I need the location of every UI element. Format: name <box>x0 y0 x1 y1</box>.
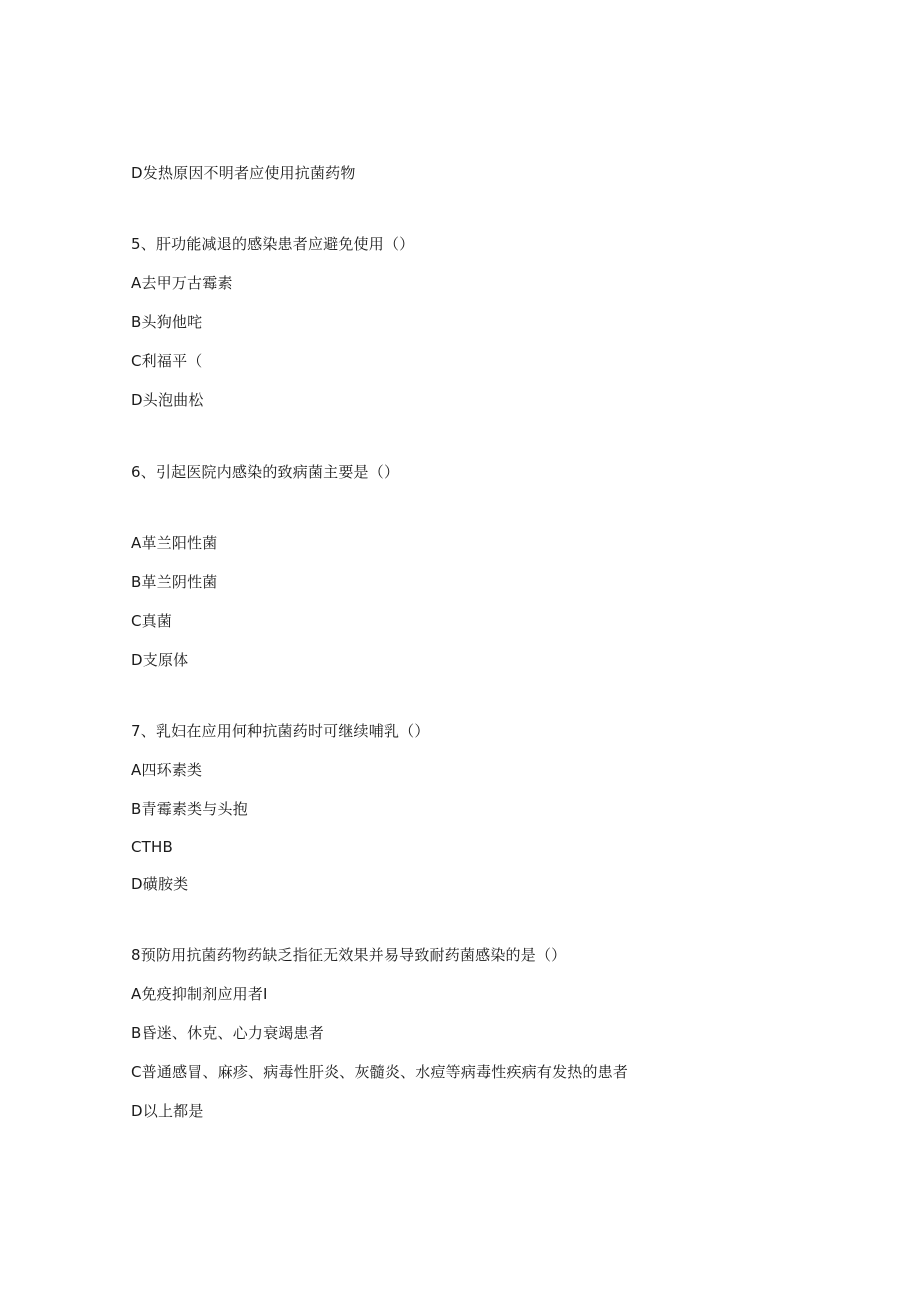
q7-option-a: A四环素类 <box>131 761 203 779</box>
q6-question: 6、引起医院内感染的致病菌主要是（） <box>131 463 400 481</box>
q7-option-d: D磺胺类 <box>131 875 189 893</box>
q5-option-d: D头泡曲松 <box>131 391 204 409</box>
q7-option-b: B青霉素类与头抱 <box>131 800 248 818</box>
q5-option-a: A去甲万古霉素 <box>131 274 233 292</box>
q4-option-d: D发热原因不明者应使用抗菌药物 <box>131 164 356 182</box>
q5-question: 5、肝功能减退的感染患者应避免使用（） <box>131 235 415 253</box>
q8-option-b: B昏迷、休克、心力衰竭患者 <box>131 1024 324 1042</box>
q7-question: 7、乳妇在应用何种抗菌药时可继续哺乳（） <box>131 722 430 740</box>
q8-option-d: D以上都是 <box>131 1102 204 1120</box>
q5-option-c: C利福平（ <box>131 352 203 370</box>
q8-question: 8预防用抗菌药物药缺乏指征无效果并易导致耐药菌感染的是（） <box>131 946 567 964</box>
q6-option-d: D支原体 <box>131 651 189 669</box>
q7-option-c: CTHB <box>131 838 174 856</box>
q8-option-a: A免疫抑制剂应用者I <box>131 985 268 1003</box>
q8-option-c: C普通感冒、麻疹、病毒性肝炎、灰髓炎、水痘等病毒性疾病有发热的患者 <box>131 1063 629 1081</box>
q5-option-b: B头狗他咤 <box>131 313 203 331</box>
q6-option-c: C真菌 <box>131 612 173 630</box>
q6-option-a: A革兰阳性菌 <box>131 534 218 552</box>
q6-option-b: B革兰阴性菌 <box>131 573 218 591</box>
